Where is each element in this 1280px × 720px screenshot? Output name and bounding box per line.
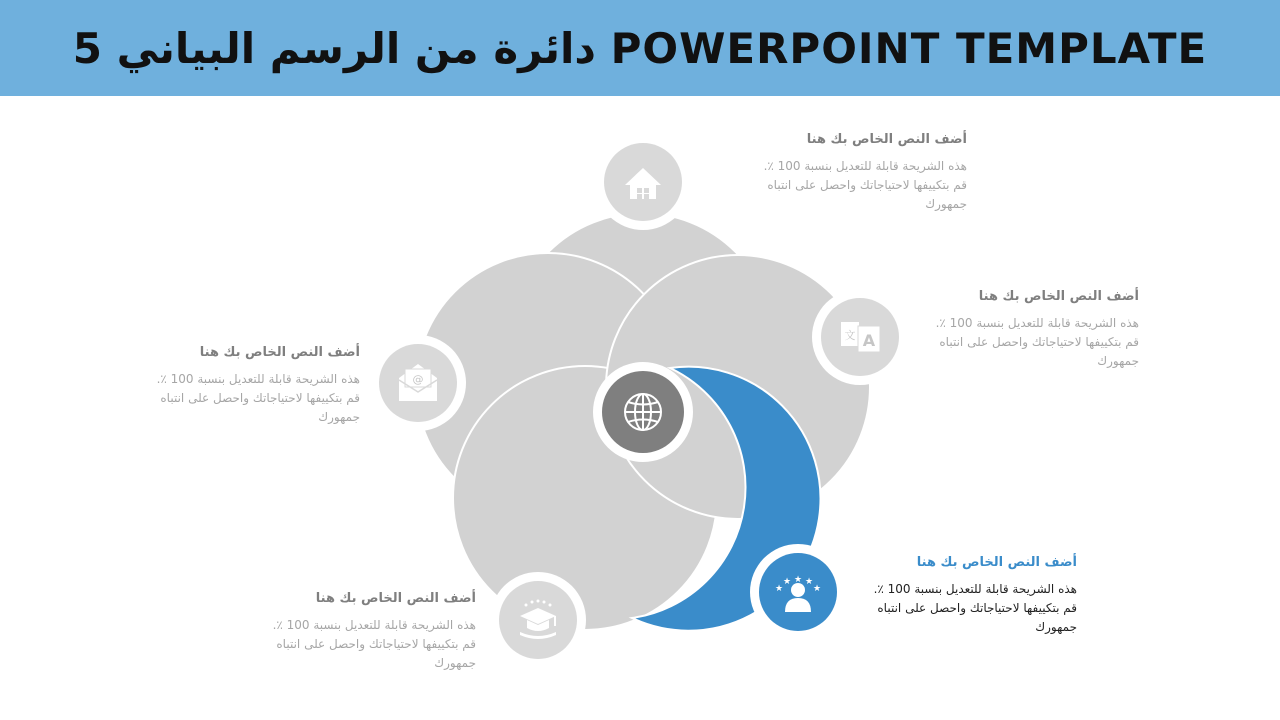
text-heading: أضف النص الخاص بك هنا xyxy=(199,345,360,360)
svg-text:★: ★ xyxy=(774,584,784,594)
svg-text:★: ★ xyxy=(804,577,814,587)
text-body: هذه الشريحة قابلة للتعديل بنسبة 100 ٪. قم بتكييفها لاحتياجاتك واحصل على انتباه جمهورك xyxy=(873,582,1077,634)
text-body: هذه الشريحة قابلة للتعديل بنسبة 100 ٪. قم بتكييفها لاحتياجاتك واحصل على انتباه جمهورك xyxy=(272,618,476,670)
text-body: هذه الشريحة قابلة للتعديل بنسبة 100 ٪. قم بتكييفها لاحتياجاتك واحصل على انتباه جمهورك xyxy=(935,316,1139,368)
text-heading: أضف النص الخاص بك هنا xyxy=(315,591,476,606)
text-heading: أضف النص الخاص بك هنا xyxy=(916,555,1077,570)
text-heading: أضف النص الخاص بك هنا xyxy=(978,289,1139,304)
text-heading: أضف النص الخاص بك هنا xyxy=(806,132,967,147)
text-block-translate xyxy=(924,289,1139,371)
email-icon xyxy=(399,364,437,401)
svg-text:@: @ xyxy=(412,373,424,386)
globe-icon xyxy=(625,394,661,430)
text-body: هذه الشريحة قابلة للتعديل بنسبة 100 ٪. قم بتكييفها لاحتياجاتك واحصل على انتباه جمهورك xyxy=(156,372,360,424)
svg-text:★: ★ xyxy=(782,577,792,587)
text-block-house xyxy=(752,132,967,214)
svg-text:★: ★ xyxy=(812,584,822,594)
svg-text:★: ★ xyxy=(793,575,803,585)
svg-text:A: A xyxy=(862,331,876,350)
text-block-customer xyxy=(862,555,1077,637)
text-block-email xyxy=(142,345,360,427)
slide-title: 5 دائرة من الرسم البياني POWERPOINT TEMPLATE xyxy=(72,23,1208,73)
text-body: هذه الشريحة قابلة للتعديل بنسبة 100 ٪. قم بتكييفها لاحتياجاتك واحصل على انتباه جمهورك xyxy=(763,159,967,211)
svg-text:文: 文 xyxy=(844,329,856,342)
text-block-graduation xyxy=(258,591,476,673)
